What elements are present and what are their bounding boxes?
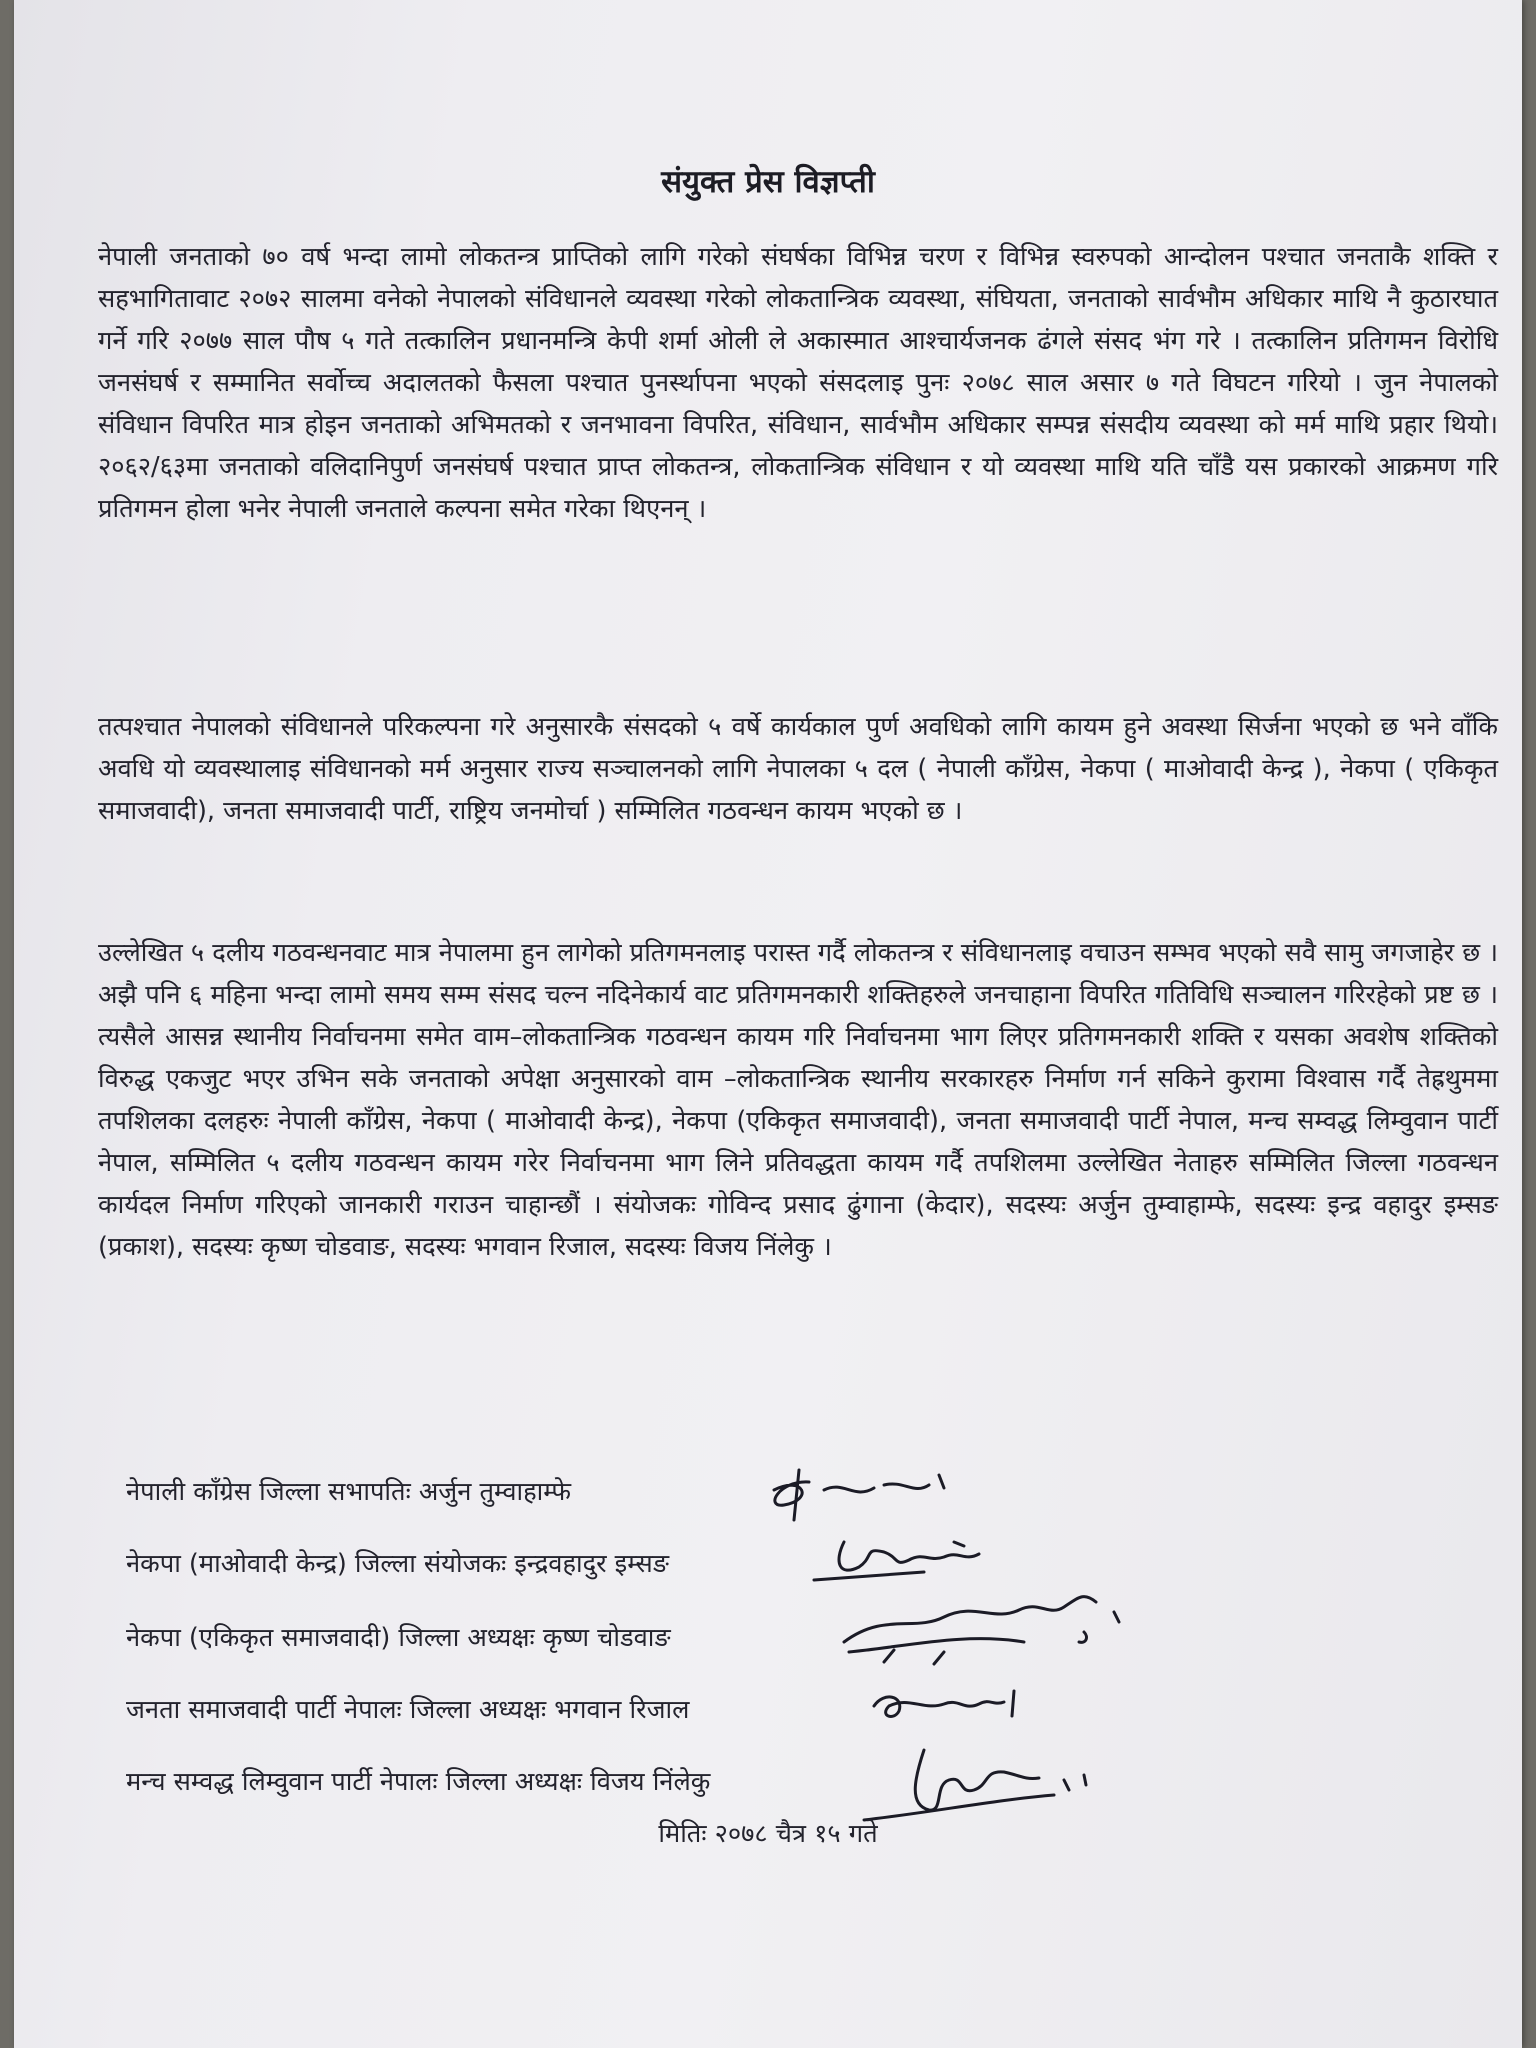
signature-image-1 — [754, 1460, 974, 1530]
press-release-sheet — [14, 0, 1522, 2048]
signatory-maoist-centre: नेकपा (माओवादी केन्द्र) जिल्ला संयोजकः इन्द्रवहादुर इम्सङ — [126, 1549, 669, 1579]
paragraph-2: तत्पश्चात नेपालको संविधानले परिकल्पना गरे अनुसारकै संसदको ५ वर्षे कार्यकाल पुर्ण अवधिको लागि कायम हुने अवस्था सिर्जना भएको छ भने वाँकि अवधि यो व्यवस्थालाइ संविधानको मर्म अनुसार राज्य सञ्चालनको लागि नेपालका ५ दल ( नेपाली काँग्रेस, नेकपा ( माओवादी केन्द्र ), नेकपा ( एकिकृत समाजवादी), जनता समाजवादी पार्टी, राष्ट्रिय जनमोर्चा ) सम्मिलित गठवन्धन कायम भएको छ । — [98, 712, 1498, 826]
signatory-janata-samajwadi: जनता समाजवादी पार्टी नेपालः जिल्ला अध्यक्षः भगवान रिजाल — [126, 1695, 690, 1725]
signature-image-3 — [824, 1572, 1144, 1672]
signatory-limbuwan-party: मन्च सम्वद्ध लिम्वुवान पार्टी नेपालः जिल्ला अध्यक्षः विजय निंलेकु — [126, 1767, 711, 1797]
signatory-nepali-congress: नेपाली काँग्रेस जिल्ला सभापतिः अर्जुन तुम्वाहाम्फे — [126, 1477, 572, 1507]
paragraph-1: नेपाली जनताको ७० वर्ष भन्दा लामो लोकतन्त्र प्राप्तिको लागि गरेको संघर्षका विभिन्न चरण र विभिन्न स्वरुपको आन्दोलन पश्चात जनताकै शक्ति र सहभागितावाट २०७२ सालमा वनेको नेपालको संविधानले व्यवस्था गरेको लोकतान्त्रिक व्यवस्था, संघियता, जनताको सार्वभौम अधिकार माथि नै कुठारघात गर्ने गरि २०७७ साल पौष ५ गते तत्कालिन प्रधानमन्त्रि केपी शर्मा ओली ले अकास्मात आश्चार्यजनक ढंगले संसद भंग गरे । तत्कालिन प्रतिगमन विरोधि जनसंघर्ष र सम्मानित सर्वोच्च अदालतको फैसला पश्चात पुनर्स्थापना भएको संसदलाइ पुनः २०७८ साल असार ७ गते विघटन गरियो । जुन नेपालको संविधान विपरित मात्र होइन जनताको अभिमतको र जनभावना विपरित, संविधान, सार्वभौम अधिकार सम्पन्न संसदीय व्यवस्था को मर्म माथि प्रहार थियो। २०६२/६३मा जनताको वलिदानिपुर्ण जनसंघर्ष पश्चात प्राप्त लोकतन्त्र, लोकतान्त्रिक संविधान र यो व्यवस्था माथि यति चाँडै यस प्रकारको आक्रमण गरि प्रतिगमन होला भनेर नेपाली जनताले कल्पना समेत गरेका थिएनन् । — [98, 242, 1498, 524]
signatory-unified-socialist: नेकपा (एकिकृत समाजवादी) जिल्ला अध्यक्षः कृष्ण चोडवाङ — [126, 1623, 671, 1653]
document-date: मितिः २०७८ चैत्र १५ गते — [658, 1819, 878, 1849]
signature-image-4 — [864, 1676, 1064, 1736]
paragraph-3: उल्लेखित ५ दलीय गठवन्धनवाट मात्र नेपालमा हुन लागेको प्रतिगमनलाइ परास्त गर्दै लोकतन्त्र र संविधानलाइ वचाउन सम्भव भएको सवै सामु जगजाहेर छ । अझै पनि ६ महिना भन्दा लामो समय सम्म संसद चल्न नदिनेकार्य वाट प्रतिगमनकारी शक्तिहरुले जनचाहाना विपरित गतिविधि सञ्चालन गरिरहेको प्रष्ट छ । त्यसैले आसन्न स्थानीय निर्वाचनमा समेत वाम–लोकतान्त्रिक गठवन्धन कायम गरि निर्वाचनमा भाग लिएर प्रतिगमनकारी शक्ति र यसका अवशेष शक्तिको विरुद्ध एकजुट भएर उभिन सके जनताको अपेक्षा अनुसारको वाम –लोकतान्त्रिक स्थानीय सरकारहरु निर्माण गर्न सकिने कुरामा विश्वास गर्दै तेह्रथुममा तपशिलका दलहरुः नेपाली काँग्रेस, नेकपा ( माओवादी केन्द्र), नेकपा (एकिकृत समाजवादी), जनता समाजवादी पार्टी नेपाल, मन्च सम्वद्ध लिम्वुवान पार्टी नेपाल, सम्मिलित ५ दलीय गठवन्धन कायम गरेर निर्वाचनमा भाग लिने प्रतिवद्धता कायम गर्दै तपशिलमा उल्लेखित नेताहरु सम्मिलित जिल्ला गठवन्धन कार्यदल निर्माण गरिएको जानकारी गराउन चाहान्छौं । संयोजकः गोविन्द प्रसाद ढुंगाना (केदार), सदस्यः अर्जुन तुम्वाहाम्फे, सदस्यः इन्द्र वहादुर इम्सङ (प्रकाश), सदस्यः कृष्ण चोडवाङ, सदस्यः भगवान रिजाल, सदस्यः विजय निंलेकु । — [98, 938, 1498, 1262]
document-title: संयुक्त प्रेस विज्ञप्ती — [661, 164, 875, 200]
